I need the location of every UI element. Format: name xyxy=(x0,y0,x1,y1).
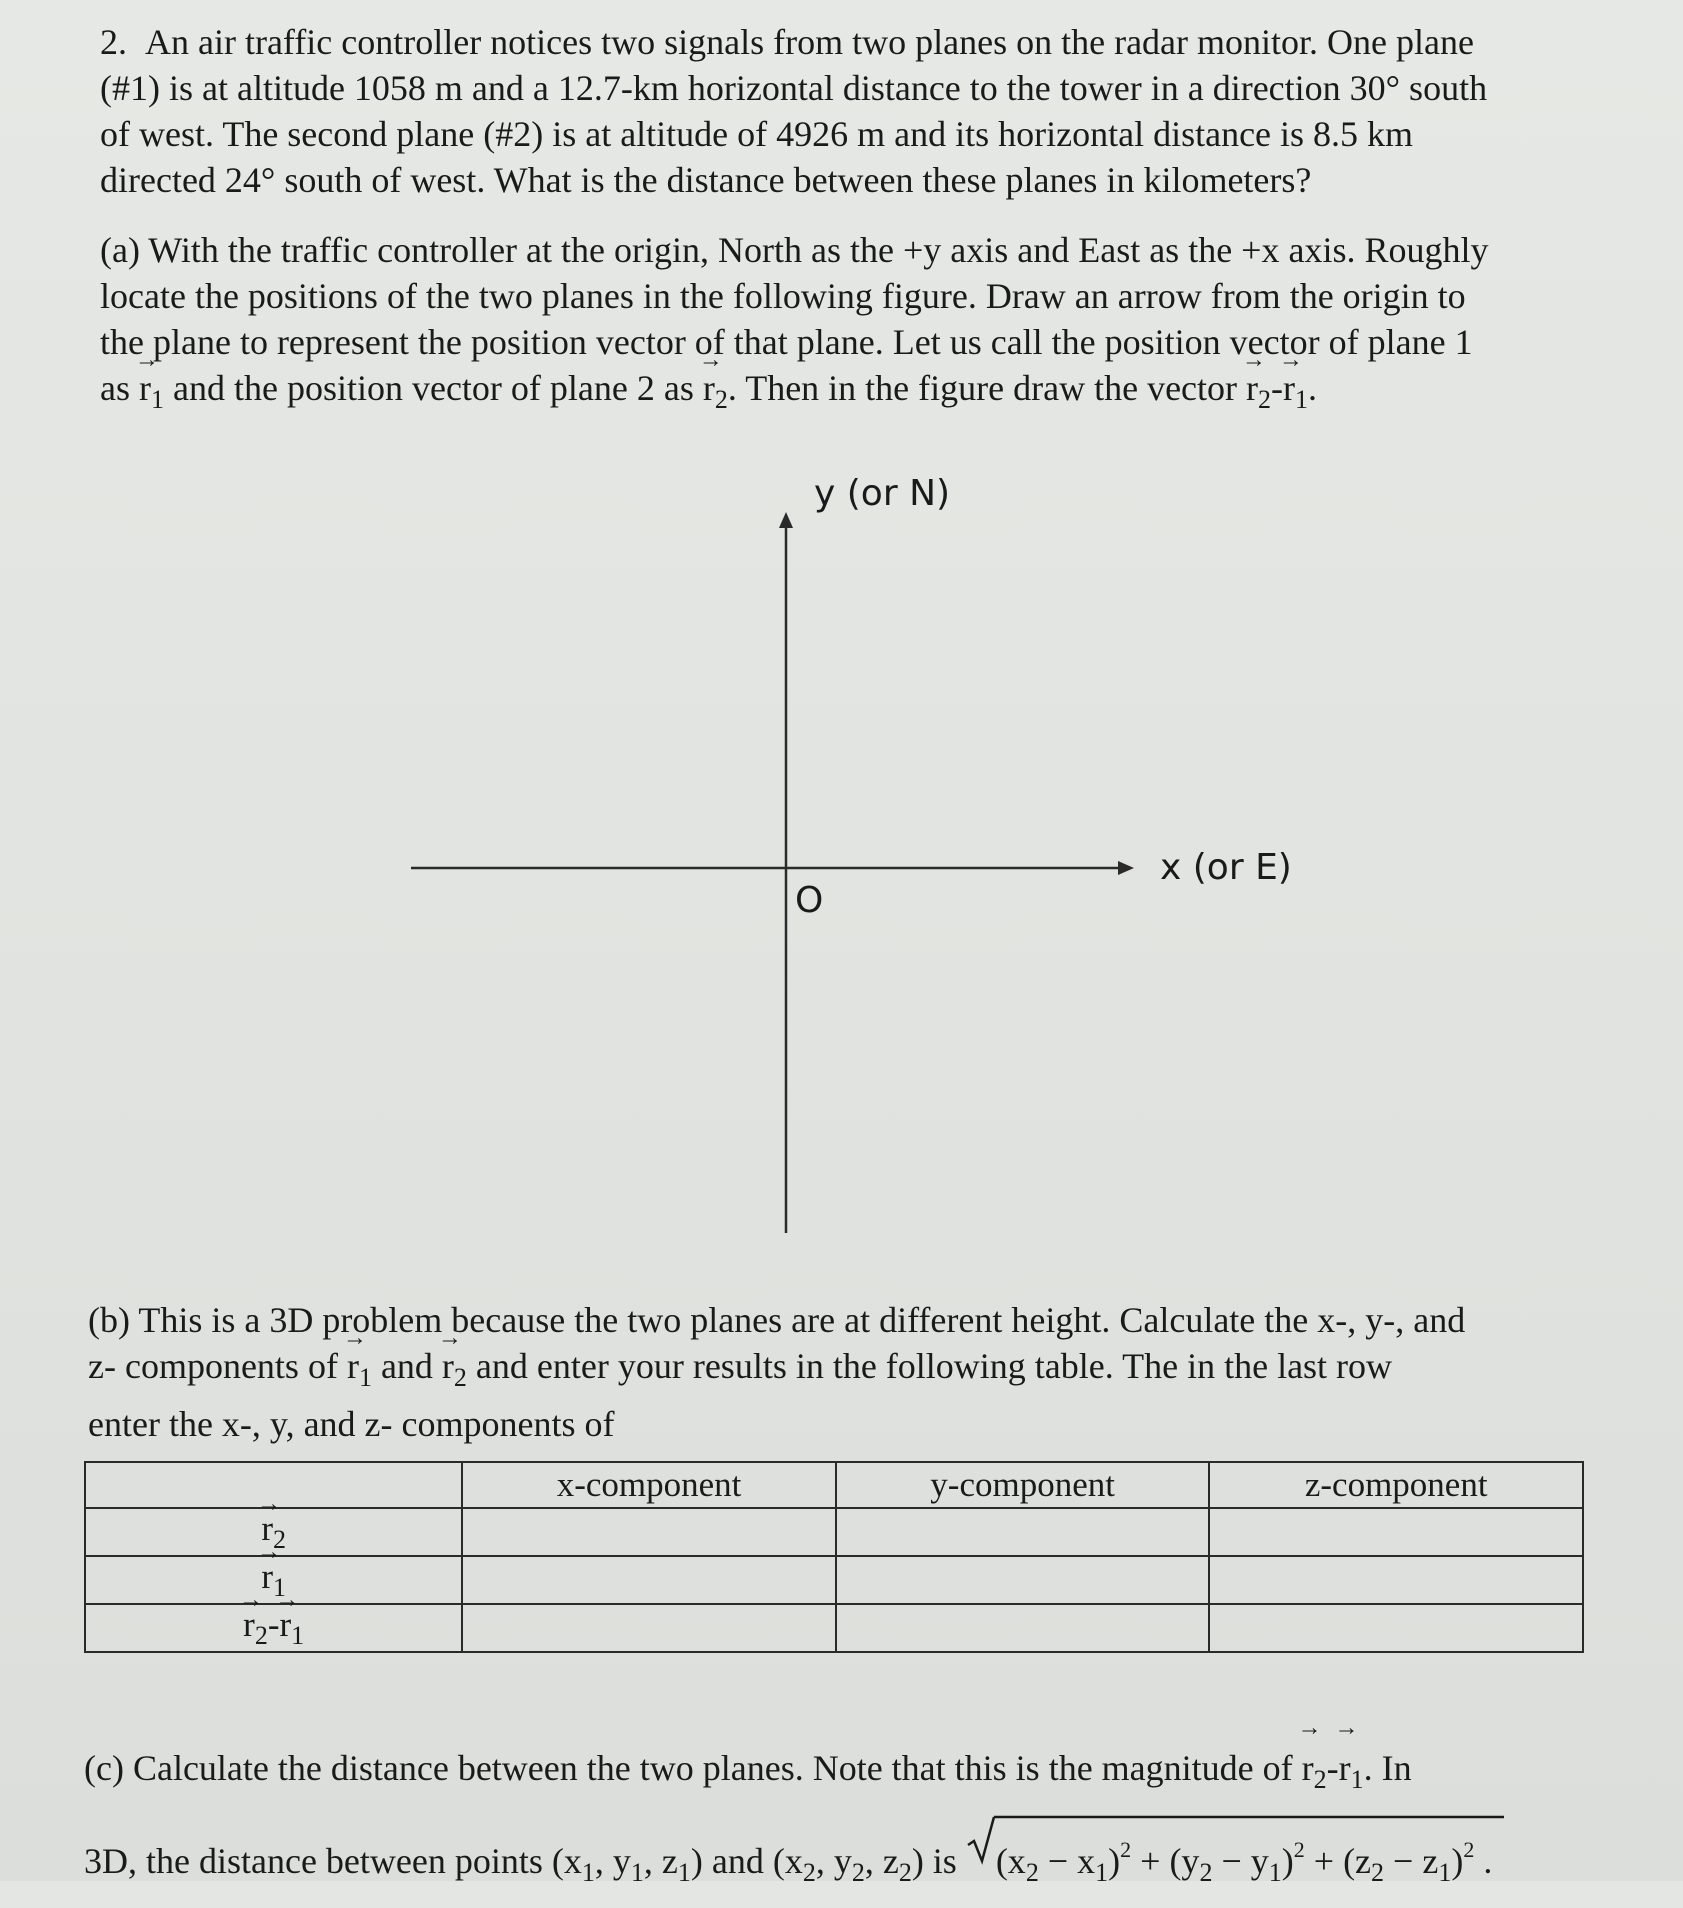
problem-statement xyxy=(100,19,1487,203)
part-c-line-2: 3D, the distance between points ($x_1$, $y_1$, $z_1$) and ($x_2$, $y_2$, $z_2$) is $(x_2 - x_1)^2 + (y_2 - y_1)^2 + (z_2 - z_1)^2$ . xyxy=(84,1815,1492,1908)
part-a-line-1: (a) With the traffic controller at the origin, North as the +y axis and East as the +x axis. Roughly xyxy=(100,230,1489,270)
distance-formula: $(x_2 - x_1)^2 + (y_2 - y_1)^2 + (z_2 - z_1)^2$ xyxy=(966,1815,1475,1908)
header-y-component: y-component xyxy=(836,1462,1210,1508)
cell-r1-y[interactable] xyxy=(836,1556,1210,1604)
statement-line-4: directed 24° south of west. What is the distance between these planes in kilometers? xyxy=(100,160,1312,200)
cell-r2-z[interactable] xyxy=(1209,1508,1583,1556)
table-row xyxy=(85,1556,1583,1604)
table-row xyxy=(85,1604,1583,1652)
vector-r2: → r xyxy=(442,1343,454,1389)
table-header-row xyxy=(85,1462,1583,1508)
part-b-line-2: z- components of → $r_1$ and → $r_2$ and enter your results in the following table. The in the last row xyxy=(88,1343,1465,1401)
sqrt-symbol-icon xyxy=(966,1815,996,1865)
vector-r2: → r xyxy=(1246,365,1258,411)
vector-r2: → r xyxy=(1302,1733,1314,1803)
row-label-r2: → $r_2$ xyxy=(85,1508,462,1556)
part-a-line-2: locate the positions of the two planes in the following figure. Draw an arrow from the origin to xyxy=(100,276,1466,316)
vector-r1: → r xyxy=(1339,1733,1351,1803)
part-b-line-3: enter the x-, y, and z- components of xyxy=(88,1404,615,1444)
vector-r1: → r xyxy=(1283,365,1295,411)
header-z-component: z-component xyxy=(1209,1462,1583,1508)
x-axis-arrowhead xyxy=(1118,861,1134,875)
row-label-r2-minus-r1: → $r_2-\to r_1$ xyxy=(85,1604,462,1652)
components-table xyxy=(84,1461,1584,1653)
part-c-line-1: (c) Calculate the distance between the two planes. Note that this is the magnitude of → $r_2-\to r_1$. In xyxy=(84,1733,1492,1815)
part-a-text xyxy=(100,227,1488,423)
row-label-r1: → $r_1$ xyxy=(85,1556,462,1604)
header-x-component: x-component xyxy=(462,1462,836,1508)
origin-label: O xyxy=(795,880,824,921)
cell-diff-y[interactable] xyxy=(836,1604,1210,1652)
part-b-line-1: (b) This is a 3D problem because the two planes are at different height. Calculate the x-, y-, and xyxy=(88,1300,1466,1340)
cell-r2-y[interactable] xyxy=(836,1508,1210,1556)
vector-r1: → r xyxy=(347,1343,359,1389)
x-axis-label: x (or E) xyxy=(1160,847,1292,888)
vector-r1: → r xyxy=(139,365,151,411)
cell-diff-z[interactable] xyxy=(1209,1604,1583,1652)
statement-line-1: 2. An air traffic controller notices two signals from two planes on the radar monitor. One plane xyxy=(100,22,1474,62)
cell-r1-x[interactable] xyxy=(462,1556,836,1604)
y-axis-arrowhead xyxy=(779,512,793,528)
cell-r1-z[interactable] xyxy=(1209,1556,1583,1604)
y-axis-label: y (or N) xyxy=(814,473,951,514)
cell-r2-x[interactable] xyxy=(462,1508,836,1556)
statement-line-3: of west. The second plane (#2) is at altitude of 4926 m and its horizontal distance is 8.5 km xyxy=(100,114,1414,154)
cell-diff-x[interactable] xyxy=(462,1604,836,1652)
statement-line-2: (#1) is at altitude 1058 m and a 12.7-km horizontal distance to the tower in a direction 30° south xyxy=(100,68,1488,108)
part-b-text xyxy=(88,1297,1465,1447)
table-row xyxy=(85,1508,1583,1556)
part-c-text xyxy=(84,1733,1492,1908)
problem-number: 2. xyxy=(100,22,127,62)
part-a-line-3: the plane to represent the position vector of that plane. Let us call the position vector of plane 1 xyxy=(100,322,1473,362)
vector-r2: → r xyxy=(703,365,715,411)
part-a-line-4: as → $r_1$ and the position vector of plane 2 as → $r_2$. Then in the figure draw the vector → $r_2-\to r_1$. xyxy=(100,365,1488,423)
